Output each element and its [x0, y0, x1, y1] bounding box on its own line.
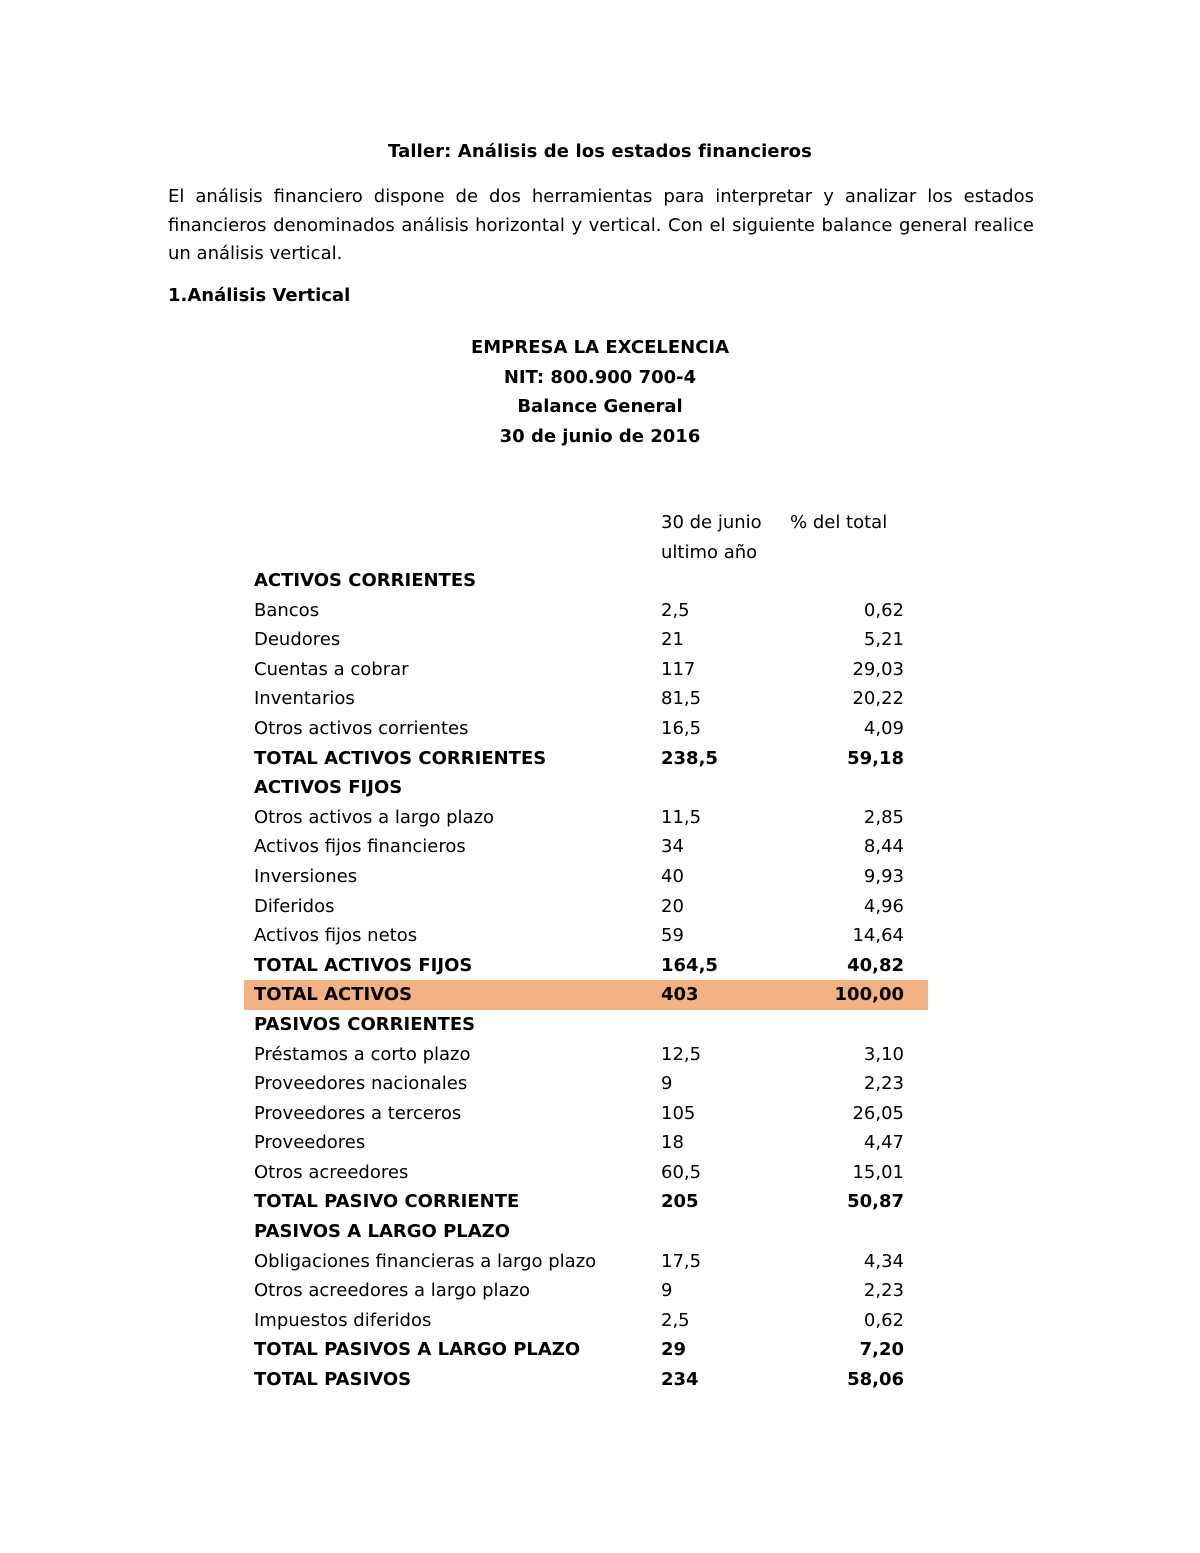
row-percent: 2,85	[863, 806, 904, 828]
row-value: 59	[661, 925, 684, 947]
section-row	[244, 1187, 928, 1217]
row-value: 18	[661, 1132, 684, 1154]
row-percent: 29,03	[852, 658, 904, 680]
row-label: Otros activos corrientes	[254, 717, 469, 739]
row-value: 9	[661, 1073, 673, 1095]
row-percent: 2,23	[863, 1073, 904, 1095]
table-row	[244, 1158, 928, 1188]
balance-sheet-table	[244, 566, 928, 1395]
row-label: TOTAL PASIVOS	[254, 1369, 412, 1391]
row-percent: 9,93	[863, 865, 904, 887]
document-title: Taller: Análisis de los estados financieros	[388, 141, 812, 162]
company-name: EMPRESA LA EXCELENCIA	[470, 337, 730, 358]
row-percent: 4,34	[863, 1250, 904, 1272]
row-label: TOTAL ACTIVOS	[254, 984, 413, 1006]
row-percent: 20,22	[852, 688, 904, 710]
table-row	[244, 1306, 928, 1336]
table-row	[244, 1069, 928, 1099]
row-label: ACTIVOS FIJOS	[254, 777, 403, 799]
row-percent: 2,23	[863, 1280, 904, 1302]
total-row-highlighted	[244, 980, 928, 1010]
table-row	[244, 714, 928, 744]
row-value: 17,5	[661, 1250, 702, 1272]
row-percent: 58,06	[847, 1369, 904, 1391]
row-percent: 0,62	[863, 1309, 904, 1331]
company-header	[0, 333, 1200, 452]
section-row	[244, 744, 928, 774]
row-value: 20	[661, 895, 684, 917]
row-value: 205	[661, 1191, 699, 1213]
company-nit: NIT: 800.900 700-4	[503, 366, 697, 388]
value-column-header	[661, 508, 762, 567]
row-label: TOTAL PASIVOS A LARGO PLAZO	[254, 1339, 581, 1361]
row-label: Préstamos a corto plazo	[254, 1043, 471, 1065]
row-value: 81,5	[661, 688, 702, 710]
row-percent: 100,00	[834, 984, 904, 1006]
row-label: Proveedores nacionales	[254, 1073, 468, 1095]
table-row	[244, 1099, 928, 1129]
row-percent: 4,09	[863, 717, 904, 739]
table-row	[244, 625, 928, 655]
row-percent: 26,05	[852, 1102, 904, 1124]
row-label: Proveedores	[254, 1132, 366, 1154]
row-value: 105	[661, 1102, 696, 1124]
row-percent: 59,18	[847, 747, 904, 769]
row-label: Cuentas a cobrar	[254, 658, 409, 680]
row-value: 21	[661, 629, 684, 651]
row-label: PASIVOS A LARGO PLAZO	[254, 1221, 511, 1243]
row-value: 12,5	[661, 1043, 702, 1065]
row-label: Inventarios	[254, 688, 355, 710]
row-percent: 3,10	[863, 1043, 904, 1065]
section-row	[244, 773, 928, 803]
intro-paragraph: El análisis financiero dispone de dos herramientas para interpretar y analizar los estados financieros denominados análisis horizontal y vertical. Con el siguiente balance general realice un análisis vertical.	[168, 186, 1034, 264]
row-label: Otros acreedores	[254, 1161, 409, 1183]
row-value: 117	[661, 658, 696, 680]
statement-name: Balance General	[517, 396, 683, 418]
table-row	[244, 1128, 928, 1158]
row-label: Otros activos a largo plazo	[254, 806, 495, 828]
row-percent: 4,96	[863, 895, 904, 917]
table-row	[244, 1247, 928, 1277]
row-value: 34	[661, 836, 684, 858]
row-value: 164,5	[661, 954, 718, 976]
row-label: Otros acreedores a largo plazo	[254, 1280, 530, 1302]
row-value: 16,5	[661, 717, 702, 739]
row-value: 9	[661, 1280, 673, 1302]
row-percent: 40,82	[847, 954, 904, 976]
section-row	[244, 1335, 928, 1365]
table-row	[244, 803, 928, 833]
row-label: Deudores	[254, 629, 341, 651]
row-label: Inversiones	[254, 865, 358, 887]
table-row	[244, 832, 928, 862]
row-value: 2,5	[661, 1309, 690, 1331]
row-percent: 5,21	[863, 629, 904, 651]
table-row	[244, 862, 928, 892]
row-label: TOTAL PASIVO CORRIENTE	[254, 1191, 520, 1213]
row-percent: 8,44	[863, 836, 904, 858]
section-heading: 1.Análisis Vertical	[168, 285, 351, 306]
table-row	[244, 1040, 928, 1070]
row-value: 11,5	[661, 806, 702, 828]
row-percent: 15,01	[852, 1161, 904, 1183]
row-label: TOTAL ACTIVOS CORRIENTES	[254, 747, 547, 769]
row-percent: 0,62	[863, 599, 904, 621]
row-label: ACTIVOS CORRIENTES	[254, 570, 477, 591]
row-label: Impuestos diferidos	[254, 1309, 432, 1331]
table-row	[244, 892, 928, 922]
table-row	[244, 921, 928, 951]
table-row	[244, 1276, 928, 1306]
table-row	[244, 596, 928, 626]
row-label: Proveedores a terceros	[254, 1102, 462, 1124]
row-value: 238,5	[661, 747, 718, 769]
percent-column-header: % del total	[790, 512, 888, 533]
section-row	[244, 566, 928, 596]
row-label: Obligaciones financieras a largo plazo	[254, 1250, 597, 1272]
row-label: Activos fijos financieros	[254, 836, 466, 858]
row-value: 40	[661, 865, 684, 887]
row-label: Activos fijos netos	[254, 925, 418, 947]
row-label: PASIVOS CORRIENTES	[254, 1013, 476, 1035]
row-label: Diferidos	[254, 895, 335, 917]
row-value: 403	[661, 984, 699, 1006]
row-percent: 50,87	[847, 1191, 904, 1213]
row-label: TOTAL ACTIVOS FIJOS	[254, 954, 473, 976]
row-label: Bancos	[254, 599, 320, 621]
section-row	[244, 1010, 928, 1040]
row-value: 234	[661, 1369, 699, 1391]
value-column-header-line1: 30 de junio	[661, 512, 762, 533]
row-value: 29	[661, 1339, 687, 1361]
row-percent: 7,20	[859, 1339, 904, 1361]
table-row	[244, 684, 928, 714]
statement-date: 30 de junio de 2016	[499, 426, 701, 448]
section-row	[244, 1365, 928, 1395]
row-value: 60,5	[661, 1161, 702, 1183]
table-row	[244, 655, 928, 685]
row-percent: 4,47	[863, 1132, 904, 1154]
row-value: 2,5	[661, 599, 690, 621]
value-column-header-line2: ultimo año	[661, 541, 758, 563]
section-row	[244, 951, 928, 981]
row-percent: 14,64	[852, 925, 904, 947]
section-row	[244, 1217, 928, 1247]
